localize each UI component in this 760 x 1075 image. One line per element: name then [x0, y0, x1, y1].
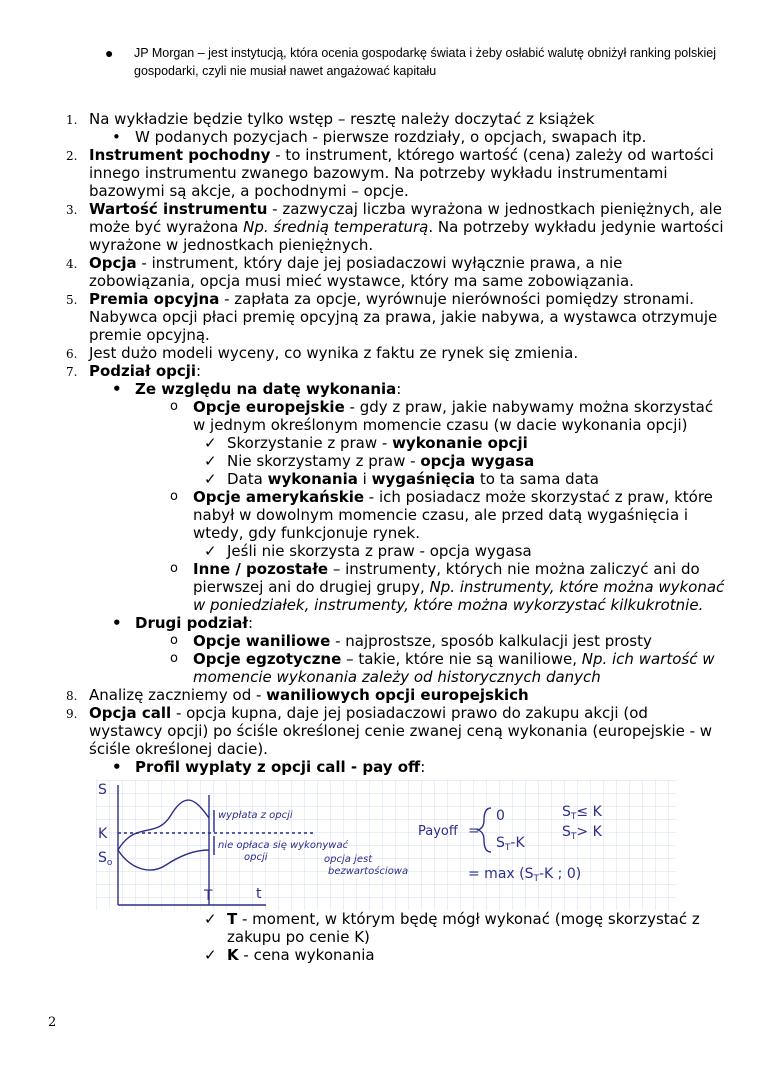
item-number: 2.	[66, 149, 78, 163]
check-text: i	[357, 470, 372, 488]
check-text: to ta sama data	[475, 470, 599, 488]
hand-drawn-figure	[96, 780, 676, 910]
definition-cont: . Na potrzeby wykładu jedynie wartości wyrażone w jednostkach pieniężnych.	[89, 218, 724, 254]
example: Np. instrumenty, które można wykonać w poniedziałek, instrumenty, które można wykorzystać kilkukrotnie.	[193, 578, 725, 614]
check-text: - moment, w którym będę mógł wykonać (mogę skorzystać z zakupu po cenie K)	[227, 910, 700, 946]
payoff-label: Payoff	[418, 824, 458, 839]
check-item	[66, 470, 726, 488]
payoff-profile	[66, 758, 726, 776]
payoff-eq: =	[468, 823, 480, 839]
numbered-list	[66, 110, 726, 964]
item-number: 9.	[66, 707, 78, 721]
page-number: 2	[48, 1015, 57, 1030]
colon: :	[420, 758, 426, 776]
definition: - instrument, który daje jej posiadaczowi wyłącznie prawa, a nie zobowiązania, opcja musi mieć wystawce, który ma same zobowiązania.	[89, 254, 634, 290]
term: Premia opcyjna	[89, 290, 220, 308]
check-text: Skorzystanie z praw -	[227, 434, 393, 452]
term: Wartość instrumentu	[89, 200, 268, 218]
term: Opcja	[89, 254, 137, 272]
definition: – instrumenty, których nie można zaliczyć ani do pierwszej ani do drugiej grupy,	[193, 560, 700, 596]
check-item	[66, 452, 726, 470]
list-item-6	[66, 344, 726, 362]
no-exercise-note: nie opłaca się wykonywać	[218, 840, 349, 851]
circle-bullet-icon: o	[170, 561, 178, 576]
circle-bullet-icon: o	[170, 489, 178, 504]
circle-bullet-icon: o	[170, 399, 178, 414]
intro-text: JP Morgan – jest instytucją, która ocenia gospodarkę świata i żeby osłabić walutę obniżył ranking polskiej gospodarki, czyli nie musiał nawet angażować kapitału	[134, 46, 717, 78]
check-item-t	[66, 910, 726, 946]
check-icon: ✓	[204, 946, 217, 964]
case-st-k: $S_T-K$	[496, 835, 525, 853]
s-axis-label: S	[98, 782, 107, 798]
list-item-5	[66, 290, 726, 344]
item-number: 4.	[66, 257, 78, 271]
item-number: 1.	[66, 113, 78, 127]
check-icon: ✓	[204, 434, 217, 452]
item-number: 7.	[66, 365, 78, 379]
term: Opcje waniliowe	[193, 632, 331, 650]
check-icon: ✓	[204, 470, 217, 488]
colon: :	[196, 362, 202, 380]
term: Instrument pochodny	[89, 146, 271, 164]
definition: - to instrument, którego wartość (cena) zależy od wartości innego instrumentu zwanego bazowym. Na potrzeby wykładu instrumentami bazowymi są akcje, a pochodnymi – opcje.	[89, 146, 714, 200]
example: Np. ich wartość w momencie wykonania zależy od historycznych danych	[193, 650, 715, 686]
bullet-icon: •	[112, 758, 122, 776]
check-term: wykonanie opcji	[392, 434, 528, 452]
definition: – takie, które nie są waniliowe,	[341, 650, 582, 668]
term: Opcje europejskie	[193, 398, 345, 416]
item-number: 5.	[66, 293, 78, 307]
term: Inne / pozostałe	[193, 560, 329, 578]
payoff-sketch	[96, 780, 676, 910]
term: Opcje egzotyczne	[193, 650, 342, 668]
s0-label: $S_o$	[98, 850, 113, 868]
max-formula: = $\max (S_T-K$ ; 0)	[468, 866, 582, 884]
bullet-icon: •	[112, 128, 121, 146]
definition: - zapłata za opcje, wyrównuje nierówności pomiędzy stronami. Nabywca opcji płaci premię opcyjną za prawa, jakie nabywa, a wystawca otrzymuje premie opcyjną.	[89, 290, 718, 344]
check-text: - cena wykonania	[238, 946, 375, 964]
check-text: Nie skorzystamy z praw -	[227, 452, 421, 470]
item-number: 8.	[66, 689, 78, 703]
definition: - gdy z praw, jakie nabywamy można skorzystać w jednym określonym momencie czasu (w dacie wykonania opcji)	[193, 398, 714, 434]
check-icon: ✓	[204, 542, 217, 560]
sub-heading: Drugi podział	[135, 614, 248, 632]
payout-note: wypłata z opcji	[218, 810, 293, 821]
definition: - najprostsze, sposób kalkulacji jest prosty	[330, 632, 652, 650]
term: Podział opcji	[89, 362, 197, 380]
item-text: Jest dużo modeli wyceny, co wynika z faktu ze rynek się zmienia.	[89, 344, 579, 362]
check-term: wygaśnięcia	[371, 470, 476, 488]
list-item-3	[66, 200, 726, 254]
condition-gt: $S_T> K$	[562, 824, 602, 842]
example: Np. średnią temperaturą	[243, 218, 429, 236]
definition: - opcja kupna, daje jej posiadaczowi prawo do zakupu akcji (od wystawcy opcji) po ściśle określonej cenie zwanej ceną wykonania (europejskie - w ściśle określonej dacie).	[89, 704, 713, 758]
sub-text: W podanych pozycjach - pierwsze rozdziały, o opcjach, swapach itp.	[135, 128, 647, 146]
check-text: Jeśli nie skorzysta z praw - opcja wygasa	[227, 542, 532, 560]
definition: - ich posiadacz może skorzystać z praw, które nabył w dowolnym momencie czasu, ale przed datą wygaśnięcia i wtedy, gdy funkcjonuje rynek.	[193, 488, 713, 542]
division-by-date	[66, 380, 726, 398]
colon: :	[396, 380, 402, 398]
european-options	[66, 398, 726, 434]
list-item-8	[66, 686, 726, 704]
list-item-4	[66, 254, 726, 290]
list-item-9	[66, 704, 726, 758]
t-axis-label: t	[256, 886, 262, 902]
no-exercise-note-2: opcji	[244, 852, 268, 863]
sub-heading: Ze względu na datę wykonania	[135, 380, 397, 398]
term: Opcje amerykańskie	[193, 488, 365, 506]
bullet-icon: •	[112, 614, 122, 632]
worthless-note-2: bezwartościowa	[328, 866, 409, 877]
item-number: 6.	[66, 347, 78, 361]
check-item	[66, 434, 726, 452]
item-number: 3.	[66, 203, 78, 217]
list-item-1-sub	[66, 128, 726, 146]
bullet-icon: •	[112, 380, 122, 398]
second-division	[66, 614, 726, 632]
check-term: K	[227, 946, 239, 964]
check-text: Data	[227, 470, 268, 488]
circle-bullet-icon: o	[170, 633, 178, 648]
condition-le: $S_T\le K$	[562, 804, 602, 822]
colon: :	[247, 614, 254, 632]
other-options	[66, 560, 726, 614]
vanilla-options	[66, 632, 726, 650]
check-item	[66, 542, 726, 560]
check-item-k	[66, 946, 726, 964]
t-label: T	[204, 888, 213, 904]
term: Opcja call	[89, 704, 172, 722]
list-item-2	[66, 146, 726, 200]
sub-heading: Profil wyplaty z opcji call - pay off	[135, 758, 421, 776]
american-options	[66, 488, 726, 542]
check-term: wykonania	[267, 470, 358, 488]
term: waniliowych opcji europejskich	[266, 686, 529, 704]
item-text: Na wykładzie będzie tylko wstęp – resztę należy doczytać z książek	[89, 110, 595, 128]
exotic-options	[66, 650, 726, 686]
check-icon: ✓	[204, 452, 217, 470]
grid-paper	[96, 780, 676, 910]
case-zero: 0	[496, 808, 505, 824]
worthless-note: opcja jest	[324, 854, 373, 865]
k-label: K	[98, 826, 108, 842]
item-text: Analizę zaczniemy od -	[89, 686, 267, 704]
list-item-1	[66, 110, 726, 128]
check-term: T	[227, 910, 238, 928]
bullet-icon: ●	[105, 45, 114, 61]
circle-bullet-icon: o	[170, 651, 178, 666]
list-item-7	[66, 362, 726, 380]
definition: - zazwyczaj liczba wyrażona w jednostkach pieniężnych, ale może być wyrażona	[89, 200, 723, 236]
check-icon: ✓	[204, 910, 217, 928]
check-term: opcja wygasa	[420, 452, 535, 470]
